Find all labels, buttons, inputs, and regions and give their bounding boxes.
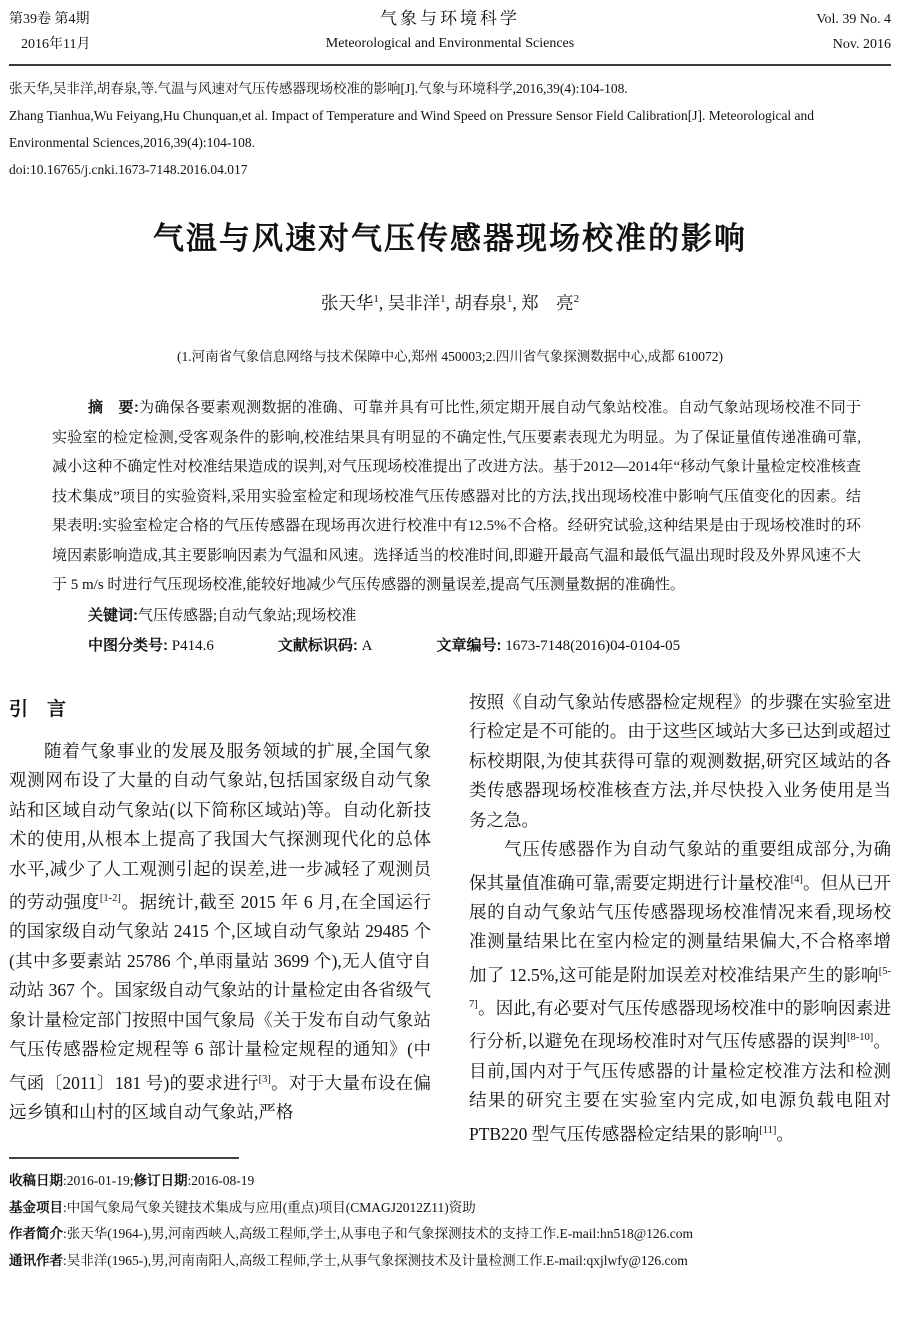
- volume-issue-cn: 第39卷 第4期: [9, 12, 90, 27]
- body-columns: [9, 688, 891, 1150]
- citation-block: [9, 75, 891, 183]
- abstract-text: 为确保各要素观测数据的准确、可靠并具有可比性,须定期开展自动气象站校准。自动气象站现场校准不同于实验室的检定检测,受客观条件的影响,校准结果具有明显的不确定性,气压要素表现尤为明显。为了保证量值传递准确可靠,减小这种不确定性对校准结果造成的误判,对气压现场校准提出了改进方法。基于2012—2014年“移动气象计量检定校准核查技术集成”项目的实验资料,采用实验室检定和现场校准气压传感器对比的方法,找出现场校准中影响气压值变化的因素。结果表明:实验室检定合格的气压传感器在现场再次进行校准中有12.5%不合格。经研究试验,这种结果是由于现场校准时的环境因素影响造成,其主要影响因素为气温和风速。选择适当的校准时间,即避开最高气温和最低气温出现时段及外界风速不大于 5 m/s 时进行气压现场校准,能较好地减少气压传感器的测量误差,提高气压测量数据的准确性。: [52, 400, 861, 593]
- article-title: 气温与风速对气压传感器现场校准的影响: [153, 221, 747, 256]
- header-center: [199, 7, 701, 57]
- intro-paragraph-continued: 按照《自动气象站传感器检定规程》的步骤在实验室进行检定是不可能的。由于这些区域站大多已达到或超过标校期限,为使其获得可靠的观测数据,研究区域站的各类传感器现场校准核查方法,并尽快投入业务使用是当务之急。: [469, 691, 891, 830]
- citation-chinese: 张天华,吴非洋,胡春泉,等.气温与风速对气压传感器现场校准的影响[J].气象与环境科学,2016,39(4):104-108.: [9, 81, 628, 96]
- clc-value: P414.6: [168, 638, 214, 654]
- corresponding-author-bio: 通讯作者:吴非洋(1965-),男,河南南阳人,高级工程师,学士,从事气象探测技术及计量检测工作.E-mail:qxjlwfy@126.com: [9, 1252, 688, 1268]
- funding-project: 基金项目:中国气象局气象关键技术集成与应用(重点)项目(CMAGJ2012Z11)资助: [9, 1199, 476, 1215]
- article-id-label: 文章编号:: [436, 637, 502, 654]
- author-line: 张天华$^1$, 吴非洋$^1$, 胡春泉$^1$, 郑 亮$^2$: [320, 293, 580, 313]
- header-left: [9, 7, 199, 57]
- footnote-divider: [9, 1157, 239, 1159]
- issue-date-cn: 2016年11月: [21, 37, 91, 52]
- clc-group: [88, 638, 214, 654]
- doc-code-label: 文献标识码:: [277, 637, 358, 654]
- doc-code-value: A: [357, 638, 373, 654]
- citation-english: Zhang Tianhua,Wu Feiyang,Hu Chunquan,et al. Impact of Temperature and Wind Speed on Pressure Sensor Field Calibration[J]. Meteorological and Environmental Sciences,2016,39(4):104-108.: [9, 108, 815, 150]
- page-footnote: [9, 1157, 891, 1274]
- left-column: [9, 688, 431, 1150]
- received-revised-dates: 收稿日期:2016-01-19;修订日期:2016-08-19: [9, 1173, 255, 1189]
- volume-issue-en: Vol. 39 No. 4: [816, 12, 891, 27]
- abstract-paragraph: [52, 393, 861, 601]
- abstract-label: 摘 要:: [88, 399, 139, 416]
- intro-paragraph-left: 随着气象事业的发展及服务领域的扩展,全国气象观测网布设了大量的自动气象站,包括国家级自动气象站和区域自动气象站(以下简称区域站)等。自动化新技术的使用,从根本上提高了我国大气探测现代化的总体水平,减少了人工观测引起的误差,进一步减轻了观测员的劳动强度[1-2]。据统计,截至 2015 年 6 月,在全国运行的国家级自动气象站 2415 个,区域自动气象站 29485 个(其中多要素站 25786 个,单雨量站 3699 个),无人值守自动站 367 个。国家级自动气象站的计量检定由各省级气象计量检定部门按照中国气象局《关于发布自动气象站气压传感器检定规程等 6 部计量检定规程的通知》(中气函〔2011〕181 号)的要求进行[3]。对于大量布设在偏远乡镇和山村的区域自动气象站,严格: [9, 740, 432, 1123]
- clc-label: 中图分类号:: [88, 637, 168, 654]
- issue-date-en: Nov. 2016: [832, 37, 891, 52]
- right-column: [469, 688, 891, 1150]
- article-id-value: 1673-7148(2016)04-0104-05: [501, 638, 681, 654]
- abstract-block: [52, 393, 861, 662]
- section-heading-introduction: 引 言: [9, 698, 67, 720]
- classification-line: [52, 631, 861, 662]
- doi-line: doi:10.16765/j.cnki.1673-7148.2016.04.017: [9, 162, 248, 177]
- pressure-sensor-paragraph: 气压传感器作为自动气象站的重要组成部分,为确保其量值准确可靠,需要定期进行计量校准[4]。但从已开展的自动气象站气压传感器现场校准情况来看,现场校准测量结果比在室内检定的测量结果偏大,不合格率增加了 12.5%,这可能是附加误差对校准结果产生的影响[5-7]。因此,有必要对气压传感器现场校准中的影响因素进行分析,以避免在现场校准时对气压传感器的误判[8-10]。目前,国内对于气压传感器的计量检定校准方法和检测结果的研究主要在实验室内完成,如电源负载电阻对 PTB220 型气压传感器检定结果的影响[11]。: [469, 839, 892, 1144]
- journal-title-cn: 气象与环境科学: [380, 9, 520, 28]
- journal-header: [9, 5, 891, 66]
- article-id-group: [436, 638, 680, 654]
- header-right: [701, 7, 891, 57]
- keywords-label: 关键词:: [88, 606, 138, 624]
- journal-title-en: Meteorological and Environmental Sciences: [325, 36, 575, 51]
- keywords-text: 气压传感器;自动气象站;现场校准: [138, 607, 357, 624]
- doc-code-group: [278, 638, 373, 654]
- affiliation-line: (1.河南省气象信息网络与技术保障中心,郑州 450003;2.四川省气象探测数据中心,成都 610072): [177, 349, 723, 364]
- keywords-line: [52, 601, 861, 632]
- first-author-bio: 作者简介:张天华(1964-),男,河南西峡人,高级工程师,学士,从事电子和气象探测技术的支持工作.E-mail:hn518@126.com: [9, 1226, 694, 1242]
